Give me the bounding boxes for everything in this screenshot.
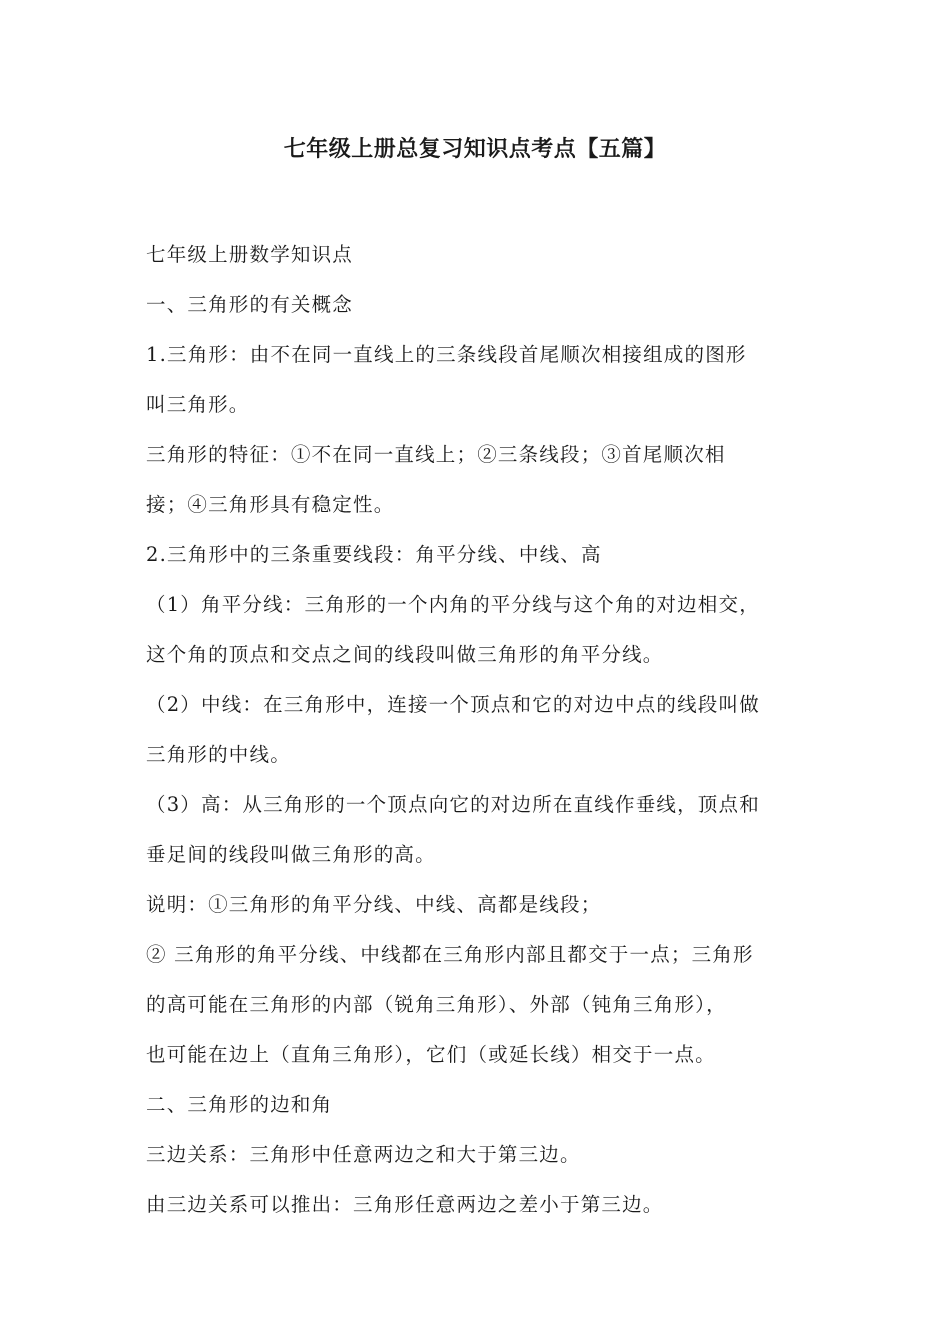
paragraph-line: 2.三角形中的三条重要线段：角平分线、中线、高 — [146, 543, 602, 566]
paragraph-line: 三角形的中线。 — [146, 743, 291, 766]
paragraph-line: 三边关系：三角形中任意两边之和大于第三边。 — [146, 1143, 581, 1166]
subsection-heading: 一、三角形的有关概念 — [146, 293, 354, 316]
paragraph-line: 由三边关系可以推出：三角形任意两边之差小于第三边。 — [146, 1193, 664, 1216]
subsection-heading: 二、三角形的边和角 — [146, 1093, 333, 1116]
paragraph-line: 的高可能在三角形的内部（锐角三角形）、外部（钝角三角形）， — [146, 993, 727, 1016]
paragraph-line: 接；④三角形具有稳定性。 — [146, 493, 395, 516]
paragraph-line: 也可能在边上（直角三角形），它们（或延长线）相交于一点。 — [146, 1043, 716, 1066]
paragraph-line: 说明：①三角形的角平分线、中线、高都是线段； — [146, 893, 602, 916]
document-title: 七年级上册总复习知识点考点【五篇】 — [283, 137, 667, 162]
paragraph-line: 垂足间的线段叫做三角形的高。 — [146, 843, 436, 866]
document-body — [146, 230, 806, 1230]
section-heading: 七年级上册数学知识点 — [146, 243, 354, 266]
paragraph-line: 1.三角形：由不在同一直线上的三条线段首尾顺次相接组成的图形 — [146, 343, 747, 366]
paragraph-line: （2）中线：在三角形中，连接一个顶点和它的对边中点的线段叫做 — [146, 693, 760, 716]
paragraph-line: 叫三角形。 — [146, 393, 250, 416]
paragraph-line: （1）角平分线：三角形的一个内角的平分线与这个角的对边相交， — [146, 593, 760, 616]
paragraph-line: （3）高：从三角形的一个顶点向它的对边所在直线作垂线，顶点和 — [146, 793, 760, 816]
paragraph-line: 三角形的特征：①不在同一直线上；②三条线段；③首尾顺次相 — [146, 443, 726, 466]
paragraph-line: ② 三角形的角平分线、中线都在三角形内部且都交于一点；三角形 — [146, 943, 754, 966]
paragraph-line: 这个角的顶点和交点之间的线段叫做三角形的角平分线。 — [146, 643, 664, 666]
